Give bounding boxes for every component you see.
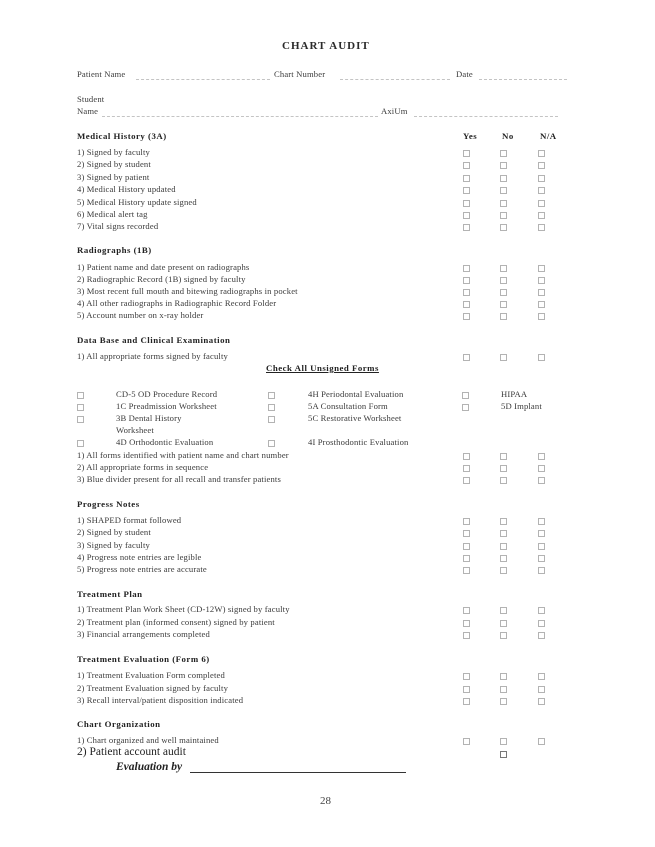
checkbox-na[interactable]	[538, 607, 545, 614]
form-checkbox[interactable]	[77, 416, 84, 423]
checkbox-yes[interactable]	[463, 187, 470, 194]
checkbox-no[interactable]	[500, 477, 507, 484]
checkbox-na[interactable]	[538, 175, 545, 182]
form-4d: 4D Orthodontic Evaluation	[116, 437, 214, 447]
checkbox-no[interactable]	[500, 673, 507, 680]
checkbox-yes[interactable]	[463, 212, 470, 219]
chart-number-label: Chart Number	[274, 69, 326, 79]
checkbox-na[interactable]	[538, 289, 545, 296]
form-3b: 3B Dental History	[116, 413, 182, 423]
form-checkbox[interactable]	[77, 392, 84, 399]
checkbox-no[interactable]	[500, 632, 507, 639]
checkbox-yes[interactable]	[463, 543, 470, 550]
checkbox-no[interactable]	[500, 555, 507, 562]
checkbox-no[interactable]	[500, 175, 507, 182]
checkbox-na[interactable]	[538, 354, 545, 361]
checkbox-yes[interactable]	[463, 175, 470, 182]
column-no: No	[502, 131, 514, 141]
name-label: Name	[77, 106, 99, 116]
checkbox-na[interactable]	[538, 224, 545, 231]
form-5a: 5A Consultation Form	[308, 401, 388, 411]
section-heading-progress-notes: Progress Notes	[77, 499, 140, 509]
list-item: 1) Treatment Evaluation Form completed	[77, 670, 225, 680]
form-cd5: CD-5 OD Procedure Record	[116, 389, 218, 399]
list-item: 2) Radiographic Record (1B) signed by faculty	[77, 274, 246, 284]
form-checkbox[interactable]	[268, 440, 275, 447]
student-label: Student	[77, 94, 105, 104]
checkbox-no[interactable]	[500, 212, 507, 219]
checkbox-no[interactable]	[500, 686, 507, 693]
list-item: 7) Vital signs recorded	[77, 221, 159, 231]
section-heading-chart-organization: Chart Organization	[77, 719, 161, 729]
checkbox-no[interactable]	[500, 607, 507, 614]
evaluation-signature-line[interactable]	[190, 772, 406, 773]
form-hipaa: HIPAA	[501, 389, 528, 399]
form-checkbox[interactable]	[462, 404, 469, 411]
section-heading-radiographs: Radiographs (1B)	[77, 245, 152, 255]
list-item: 2) Treatment Evaluation signed by faculty	[77, 683, 229, 693]
checkbox-yes[interactable]	[463, 277, 470, 284]
checkbox-na[interactable]	[538, 187, 545, 194]
evaluation-by-label: Evaluation by	[116, 761, 183, 773]
list-item: 6) Medical alert tag	[77, 209, 148, 219]
form-checkbox[interactable]	[268, 404, 275, 411]
form-checkbox[interactable]	[462, 392, 469, 399]
checkbox-na[interactable]	[538, 543, 545, 550]
list-item: 4) All other radiographs in Radiographic Record Folder	[77, 298, 277, 308]
checkbox-no[interactable]	[500, 187, 507, 194]
list-item: 1) SHAPED format followed	[77, 515, 182, 525]
checkbox-yes[interactable]	[463, 698, 470, 705]
form-4h: 4H Periodontal Evaluation	[308, 389, 404, 399]
checkbox-yes[interactable]	[463, 265, 470, 272]
date-label: Date	[456, 69, 473, 79]
checkbox-yes[interactable]	[463, 289, 470, 296]
checkbox-na[interactable]	[538, 698, 545, 705]
section-heading-treatment-evaluation: Treatment Evaluation (Form 6)	[77, 654, 210, 664]
list-item-patient-account-audit: 2) Patient account audit	[77, 746, 186, 758]
form-5d: 5D Implant	[501, 401, 542, 411]
checkbox-no[interactable]	[500, 567, 507, 574]
list-item: 3) Financial arrangements completed	[77, 629, 210, 639]
checkbox-no[interactable]	[500, 301, 507, 308]
section-heading-database: Data Base and Clinical Examination	[77, 335, 231, 345]
page-title: CHART AUDIT	[282, 40, 370, 52]
list-item: 5) Account number on x-ray holder	[77, 310, 204, 320]
checkbox-na[interactable]	[538, 265, 545, 272]
checkbox-na[interactable]	[538, 738, 545, 745]
patient-name-field[interactable]	[136, 79, 270, 80]
checkbox-na[interactable]	[538, 567, 545, 574]
list-item: 1) Chart organized and well maintained	[77, 735, 219, 745]
checkbox-na[interactable]	[538, 313, 545, 320]
checkbox-yes[interactable]	[463, 530, 470, 537]
checkbox-no[interactable]	[500, 738, 507, 745]
list-item: 2) Signed by student	[77, 159, 151, 169]
checkbox-yes[interactable]	[463, 686, 470, 693]
checkbox-no[interactable]	[500, 698, 507, 705]
checkbox-no[interactable]	[500, 465, 507, 472]
axium-field[interactable]	[414, 116, 558, 117]
list-item: 1) All forms identified with patient name and chart number	[77, 450, 289, 460]
checkbox-no[interactable]	[500, 162, 507, 169]
student-name-field[interactable]	[102, 116, 378, 117]
form-4i: 4I Prosthodontic Evaluation	[308, 437, 409, 447]
list-item: 2) All appropriate forms in sequence	[77, 462, 209, 472]
axium-label: AxiUm	[381, 106, 408, 116]
checkbox-na[interactable]	[538, 465, 545, 472]
checkbox-yes[interactable]	[463, 224, 470, 231]
checkbox-yes[interactable]	[463, 632, 470, 639]
list-item: 3) Signed by patient	[77, 172, 150, 182]
checkbox-yes[interactable]	[463, 607, 470, 614]
section-heading-treatment-plan: Treatment Plan	[77, 589, 143, 599]
checkbox-no[interactable]	[500, 620, 507, 627]
checkbox-yes[interactable]	[463, 354, 470, 361]
checkbox-no[interactable]	[500, 224, 507, 231]
date-field[interactable]	[479, 79, 567, 80]
checkbox-yes[interactable]	[463, 738, 470, 745]
form-3b-continued: Worksheet	[116, 425, 154, 435]
form-5c: 5C Restorative Worksheet	[308, 413, 402, 423]
form-checkbox[interactable]	[268, 392, 275, 399]
checkbox-yes[interactable]	[463, 150, 470, 157]
checkbox-no[interactable]	[500, 200, 507, 207]
checkbox-na[interactable]	[538, 150, 545, 157]
checkbox-no[interactable]	[500, 277, 507, 284]
list-item: 3) Most recent full mouth and bitewing radiographs in pocket	[77, 286, 298, 296]
list-item: 2) Treatment plan (informed consent) signed by patient	[77, 617, 275, 627]
list-item: 1) Signed by faculty	[77, 147, 150, 157]
checkbox-no[interactable]	[500, 751, 507, 758]
checkbox-na[interactable]	[538, 162, 545, 169]
checkbox-na[interactable]	[538, 632, 545, 639]
form-1c: 1C Preadmission Worksheet	[116, 401, 217, 411]
checkbox-na[interactable]	[538, 686, 545, 693]
checkbox-yes[interactable]	[463, 518, 470, 525]
chart-number-field[interactable]	[340, 79, 450, 80]
checkbox-na[interactable]	[538, 530, 545, 537]
checkbox-na[interactable]	[538, 301, 545, 308]
checkbox-no[interactable]	[500, 313, 507, 320]
checkbox-na[interactable]	[538, 673, 545, 680]
checkbox-na[interactable]	[538, 200, 545, 207]
checkbox-no[interactable]	[500, 150, 507, 157]
list-item: 1) All appropriate forms signed by faculty	[77, 351, 228, 361]
checkbox-no[interactable]	[500, 518, 507, 525]
form-checkbox[interactable]	[77, 440, 84, 447]
checkbox-yes[interactable]	[463, 313, 470, 320]
form-checkbox[interactable]	[77, 404, 84, 411]
checkbox-na[interactable]	[538, 518, 545, 525]
list-item: 3) Recall interval/patient disposition indicated	[77, 695, 244, 705]
checkbox-na[interactable]	[538, 453, 545, 460]
list-item: 4) Progress note entries are legible	[77, 552, 202, 562]
form-checkbox[interactable]	[268, 416, 275, 423]
list-item: 5) Medical History update signed	[77, 197, 197, 207]
column-na: N/A	[540, 131, 557, 141]
checkbox-yes[interactable]	[463, 465, 470, 472]
list-item: 1) Treatment Plan Work Sheet (CD-12W) signed by faculty	[77, 604, 290, 614]
unsigned-forms-subheading: Check All Unsigned Forms	[266, 363, 379, 373]
checkbox-yes[interactable]	[463, 200, 470, 207]
checkbox-no[interactable]	[500, 543, 507, 550]
checkbox-yes[interactable]	[463, 567, 470, 574]
column-yes: Yes	[463, 131, 478, 141]
checkbox-na[interactable]	[538, 477, 545, 484]
list-item: 4) Medical History updated	[77, 184, 176, 194]
checkbox-no[interactable]	[500, 453, 507, 460]
checkbox-yes[interactable]	[463, 301, 470, 308]
page-number: 28	[320, 795, 331, 807]
list-item: 3) Signed by faculty	[77, 540, 150, 550]
list-item: 3) Blue divider present for all recall and transfer patients	[77, 474, 281, 484]
list-item: 1) Patient name and date present on radiographs	[77, 262, 250, 272]
checkbox-yes[interactable]	[463, 477, 470, 484]
checkbox-na[interactable]	[538, 555, 545, 562]
checkbox-yes[interactable]	[463, 555, 470, 562]
checkbox-no[interactable]	[500, 289, 507, 296]
checkbox-no[interactable]	[500, 354, 507, 361]
checkbox-yes[interactable]	[463, 673, 470, 680]
checkbox-no[interactable]	[500, 530, 507, 537]
section-heading-medical-history: Medical History (3A)	[77, 131, 167, 141]
checkbox-na[interactable]	[538, 620, 545, 627]
checkbox-yes[interactable]	[463, 453, 470, 460]
checkbox-na[interactable]	[538, 212, 545, 219]
checkbox-no[interactable]	[500, 265, 507, 272]
list-item: 2) Signed by student	[77, 527, 151, 537]
patient-name-label: Patient Name	[77, 69, 126, 79]
checkbox-yes[interactable]	[463, 162, 470, 169]
checkbox-yes[interactable]	[463, 620, 470, 627]
list-item: 5) Progress note entries are accurate	[77, 564, 207, 574]
checkbox-na[interactable]	[538, 277, 545, 284]
